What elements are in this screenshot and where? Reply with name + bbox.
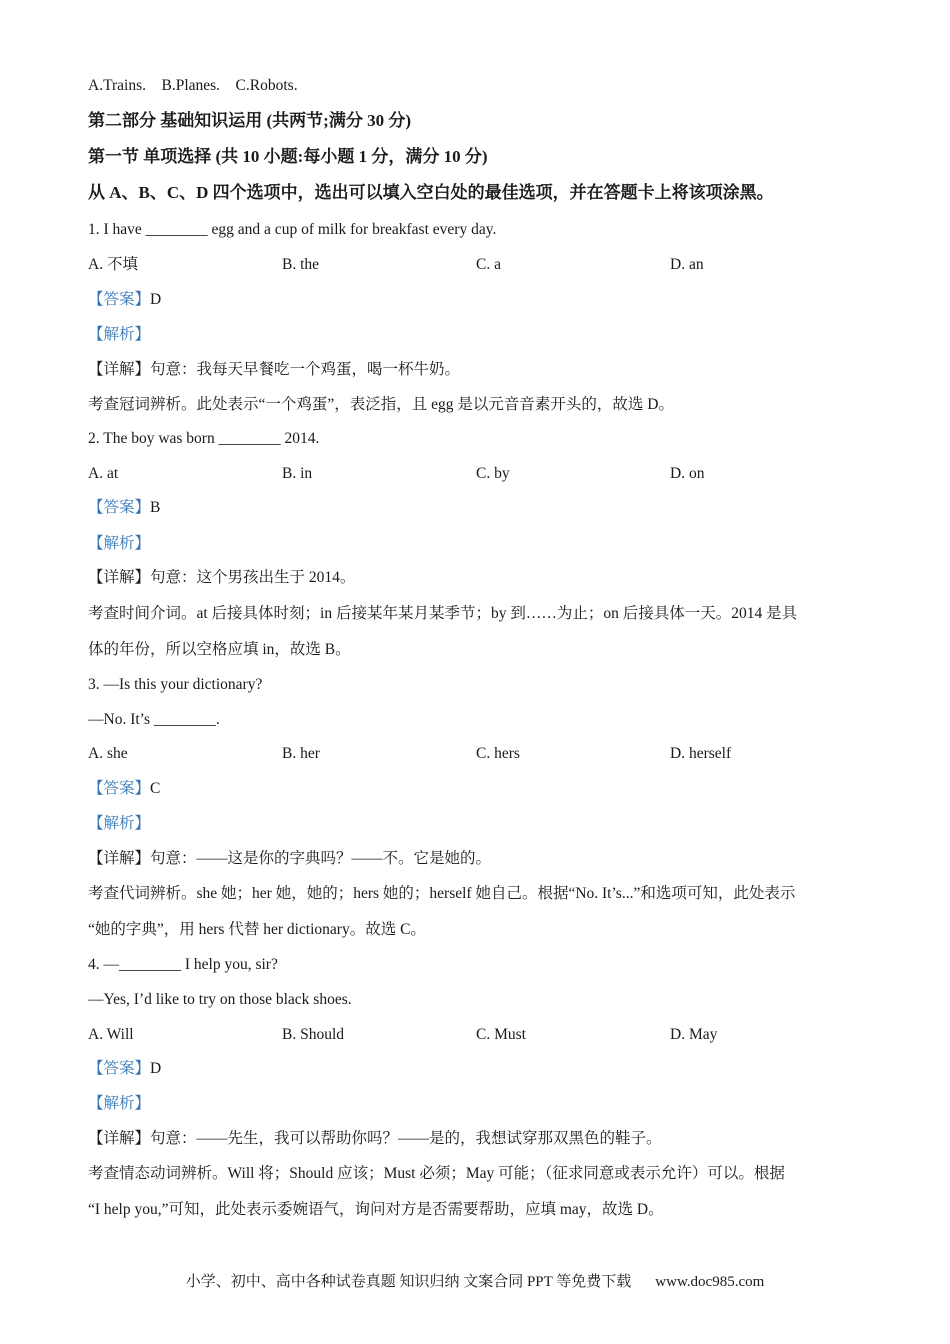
answer-tag: 【答案】 xyxy=(88,291,151,308)
option-b: B. the xyxy=(282,256,320,273)
option-a: A. she xyxy=(88,745,128,762)
footer-text: 小学、初中、高中各种试卷真题 知识归纳 文案合同 PPT 等免费下载 xyxy=(185,1274,632,1290)
question-2-explanation-line-2: 体的年份，所以空格应填 in，故选 B。 xyxy=(88,641,351,658)
question-2-analysis-tag: 【解析】 xyxy=(88,535,151,552)
question-4-explanation-line-2: “I help you,”可知，此处表示委婉语气，询问对方是否需要帮助，应填 may，故选 D。 xyxy=(88,1201,664,1218)
answer-value: D xyxy=(150,291,162,308)
question-1-options xyxy=(0,255,950,275)
question-4-stem-line-1: 4. —________ I help you, sir? xyxy=(88,956,278,973)
question-2-options xyxy=(0,464,950,484)
question-1-explanation: 考查冠词辨析。此处表示“一个鸡蛋”，表泛指，且 egg 是以元音音素开头的，故选 D。 xyxy=(88,396,674,413)
question-3-explanation-line-1: 考查代词辨析。she 她；her 她，她的；hers 她的；herself 她自己。根据“No. It’s...”和选项可知，此处表示 xyxy=(88,885,796,902)
answer-value: D xyxy=(150,1060,162,1077)
option-b: B. in xyxy=(282,465,313,482)
question-1-stem: 1. I have ________ egg and a cup of milk for breakfast every day. xyxy=(88,221,497,238)
option-b: B. Should xyxy=(282,1026,345,1043)
answer-tag: 【答案】 xyxy=(88,499,151,516)
option-d: D. herself xyxy=(670,745,732,762)
option-a: A. at xyxy=(88,465,119,482)
question-2-stem: 2. The boy was born ________ 2014. xyxy=(88,430,320,447)
question-1-answer xyxy=(88,290,161,310)
option-d: D. an xyxy=(670,256,704,273)
question-3-stem-line-2: —No. It’s ________. xyxy=(88,711,220,728)
part-two-heading: 第二部分 基础知识运用 (共两节;满分 30 分) xyxy=(88,111,411,130)
question-3-detail: 【详解】句意：——这是你的字典吗？——不。它是她的。 xyxy=(88,850,492,867)
question-3-options xyxy=(0,744,950,764)
question-4-answer xyxy=(88,1059,161,1079)
previous-question-options: A.Trains. B.Planes. C.Robots. xyxy=(88,77,298,94)
question-2-detail: 【详解】句意：这个男孩出生于 2014。 xyxy=(88,569,356,586)
question-3-explanation-line-2: “她的字典”，用 hers 代替 her dictionary。故选 C。 xyxy=(88,921,426,938)
answer-value: B xyxy=(150,499,161,516)
question-2-answer xyxy=(88,498,160,518)
question-4-analysis-tag: 【解析】 xyxy=(88,1095,151,1112)
question-3-stem-line-1: 3. —Is this your dictionary? xyxy=(88,676,263,693)
option-a: A. Will xyxy=(88,1026,134,1043)
question-3-analysis-tag: 【解析】 xyxy=(88,815,151,832)
option-c: C. hers xyxy=(476,745,520,762)
option-d: D. on xyxy=(670,465,705,482)
option-c: C. by xyxy=(476,465,510,482)
question-4-stem-line-2: —Yes, I’d like to try on those black shoes. xyxy=(88,991,352,1008)
question-1-analysis-tag: 【解析】 xyxy=(88,326,151,343)
question-4-detail: 【详解】句意：——先生，我可以帮助你吗？——是的，我想试穿那双黑色的鞋子。 xyxy=(88,1130,662,1147)
footer-website-link[interactable]: www.doc985.com xyxy=(655,1274,765,1290)
option-d: D. May xyxy=(670,1026,718,1043)
option-c: C. Must xyxy=(476,1026,526,1043)
option-b: B. her xyxy=(282,745,320,762)
question-2-explanation-line-1: 考查时间介词。at 后接具体时刻；in 后接某年某月某季节；by 到……为止；on 后接具体一天。2014 是具 xyxy=(88,605,798,622)
question-3-answer xyxy=(88,779,160,799)
question-4-explanation-line-1: 考查情态动词辨析。Will 将；Should 应该；Must 必须；May 可能；（征求同意或表示允许）可以。根据 xyxy=(88,1165,785,1182)
page-footer xyxy=(0,1270,950,1291)
answer-tag: 【答案】 xyxy=(88,780,151,797)
option-a: A. 不填 xyxy=(88,256,138,273)
answer-value: C xyxy=(150,780,161,797)
option-c: C. a xyxy=(476,256,501,273)
answer-tag: 【答案】 xyxy=(88,1060,151,1077)
question-1-detail: 【详解】句意：我每天早餐吃一个鸡蛋，喝一杯牛奶。 xyxy=(88,361,461,378)
section-one-heading: 第一节 单项选择 (共 10 小题:每小题 1 分，满分 10 分) xyxy=(88,147,488,166)
instruction-text: 从 A、B、C、D 四个选项中，选出可以填入空白处的最佳选项，并在答题卡上将该项涂黑。 xyxy=(88,183,774,202)
question-4-options xyxy=(0,1025,950,1045)
